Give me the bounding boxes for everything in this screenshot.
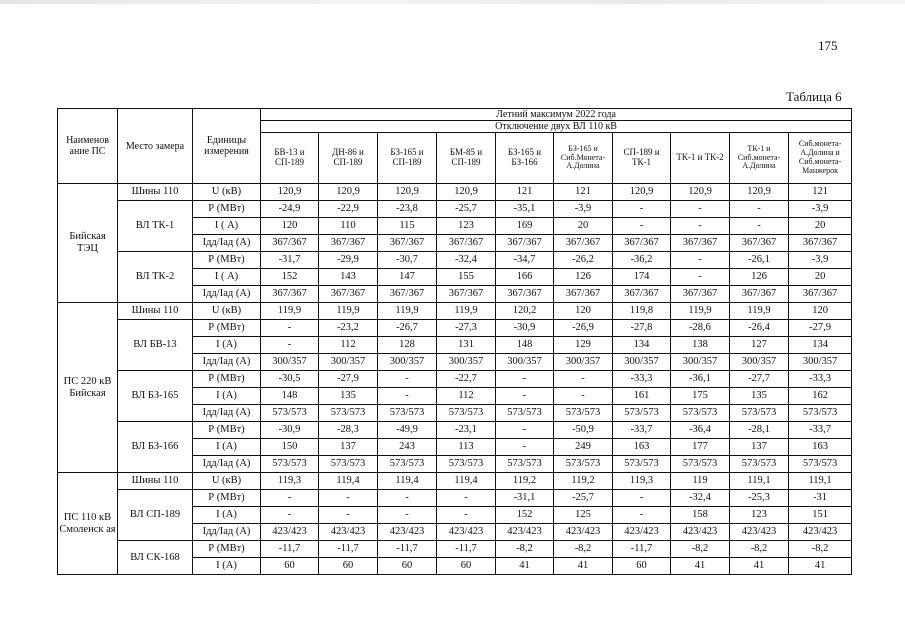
value-cell: 300/357	[613, 354, 671, 371]
page-number: 175	[818, 38, 838, 53]
value-cell: 60	[319, 558, 378, 575]
value-cell: 249	[554, 439, 613, 456]
value-cell: 41	[671, 558, 730, 575]
value-cell: 113	[437, 439, 496, 456]
value-cell: 143	[319, 269, 378, 286]
value-cell: 423/423	[319, 524, 378, 541]
table-row	[58, 320, 852, 337]
value-cell: -28,3	[319, 422, 378, 439]
value-cell: -	[378, 490, 437, 507]
value-cell: 300/357	[496, 354, 554, 371]
header-place: Место замера	[118, 109, 193, 184]
unit-cell: U (кВ)	[193, 473, 261, 490]
value-cell: 60	[261, 558, 319, 575]
measurement-place-cell: Шины 110	[118, 184, 193, 201]
station-name-cell: ПС 220 кВ Бийская	[58, 303, 118, 473]
value-cell: 573/573	[496, 405, 554, 422]
value-cell: -	[671, 201, 730, 218]
value-cell: 120,9	[671, 184, 730, 201]
value-cell: 573/573	[730, 405, 789, 422]
value-cell: 367/367	[730, 286, 789, 303]
value-cell: 158	[671, 507, 730, 524]
value-cell: 573/573	[613, 405, 671, 422]
value-cell: 152	[261, 269, 319, 286]
value-cell: -11,7	[378, 541, 437, 558]
value-cell: 131	[437, 337, 496, 354]
value-cell: 121	[496, 184, 554, 201]
measurement-place-cell: ВЛ ТК-2	[118, 252, 193, 303]
unit-cell: Iдд/Iад (А)	[193, 235, 261, 252]
value-cell: 367/367	[319, 286, 378, 303]
unit-cell: I (А)	[193, 507, 261, 524]
value-cell: -8,2	[554, 541, 613, 558]
value-cell: 119,9	[261, 303, 319, 320]
header-line: ТК-1 и ТК-2	[671, 133, 730, 184]
value-cell: 367/367	[789, 235, 852, 252]
unit-cell: Р (МВт)	[193, 422, 261, 439]
value-cell: 123	[437, 218, 496, 235]
unit-cell: Р (МВт)	[193, 541, 261, 558]
value-cell: -26,7	[378, 320, 437, 337]
value-cell: 119,1	[789, 473, 852, 490]
value-cell: -27,3	[437, 320, 496, 337]
value-cell: -11,7	[613, 541, 671, 558]
value-cell: 119,2	[554, 473, 613, 490]
unit-cell: Iдд/Iад (А)	[193, 456, 261, 473]
value-cell: 300/357	[437, 354, 496, 371]
value-cell: -27,7	[730, 371, 789, 388]
value-cell: -31	[789, 490, 852, 507]
value-cell: 119,2	[496, 473, 554, 490]
value-cell: -25,7	[554, 490, 613, 507]
value-cell: -8,2	[671, 541, 730, 558]
value-cell: 148	[261, 388, 319, 405]
value-cell: 367/367	[378, 235, 437, 252]
value-cell: 121	[554, 184, 613, 201]
value-cell: -	[613, 507, 671, 524]
value-cell: -	[496, 371, 554, 388]
value-cell: 573/573	[554, 456, 613, 473]
station-name-cell: Бийская ТЭЦ	[58, 184, 118, 303]
value-cell: -3,9	[789, 252, 852, 269]
value-cell: -	[613, 201, 671, 218]
value-cell: 120,9	[437, 184, 496, 201]
value-cell: 119,4	[319, 473, 378, 490]
value-cell: 120	[261, 218, 319, 235]
value-cell: 423/423	[613, 524, 671, 541]
value-cell: -8,2	[730, 541, 789, 558]
value-cell: 41	[730, 558, 789, 575]
unit-cell: Р (МВт)	[193, 320, 261, 337]
value-cell: -27,9	[319, 371, 378, 388]
value-cell: 367/367	[730, 235, 789, 252]
value-cell: 367/367	[437, 235, 496, 252]
value-cell: 150	[261, 439, 319, 456]
header-line: БЗ-165 и СП-189	[378, 133, 437, 184]
value-cell: -3,9	[789, 201, 852, 218]
value-cell: 125	[554, 507, 613, 524]
value-cell: -	[496, 439, 554, 456]
value-cell: 367/367	[554, 235, 613, 252]
value-cell: 119,9	[319, 303, 378, 320]
value-cell: 119	[671, 473, 730, 490]
value-cell: 423/423	[554, 524, 613, 541]
value-cell: 135	[730, 388, 789, 405]
table-caption: Таблица 6	[786, 89, 842, 104]
table-row	[58, 371, 852, 388]
unit-cell: Р (МВт)	[193, 371, 261, 388]
value-cell: -36,2	[613, 252, 671, 269]
value-cell: -28,1	[730, 422, 789, 439]
value-cell: 300/357	[378, 354, 437, 371]
value-cell: 573/573	[671, 456, 730, 473]
value-cell: 119,3	[613, 473, 671, 490]
value-cell: 573/573	[378, 405, 437, 422]
value-cell: 163	[613, 439, 671, 456]
value-cell: 573/573	[319, 456, 378, 473]
value-cell: 137	[319, 439, 378, 456]
value-cell: 169	[496, 218, 554, 235]
value-cell: 573/573	[261, 456, 319, 473]
header-scenario: Отключение двух ВЛ 110 кВ	[261, 121, 852, 133]
value-cell: 135	[319, 388, 378, 405]
measurement-place-cell: ВЛ БЗ-166	[118, 422, 193, 473]
value-cell: -	[261, 507, 319, 524]
value-cell: -	[261, 337, 319, 354]
value-cell: 120,9	[378, 184, 437, 201]
value-cell: 126	[730, 269, 789, 286]
value-cell: 147	[378, 269, 437, 286]
value-cell: -24,9	[261, 201, 319, 218]
unit-cell: Iдд/Iад (А)	[193, 286, 261, 303]
value-cell: -33,3	[789, 371, 852, 388]
value-cell: 60	[437, 558, 496, 575]
value-cell: 123	[730, 507, 789, 524]
value-cell: 367/367	[496, 286, 554, 303]
value-cell: 573/573	[437, 405, 496, 422]
value-cell: -22,9	[319, 201, 378, 218]
header-line: БЗ-165 и БЗ-166	[496, 133, 554, 184]
value-cell: 300/357	[730, 354, 789, 371]
unit-cell: I ( А)	[193, 218, 261, 235]
value-cell: -11,7	[437, 541, 496, 558]
value-cell: 367/367	[496, 235, 554, 252]
measurement-place-cell: ВЛ БЗ-165	[118, 371, 193, 422]
value-cell: 367/367	[437, 286, 496, 303]
value-cell: 367/367	[671, 235, 730, 252]
value-cell: 573/573	[613, 456, 671, 473]
value-cell: 573/573	[554, 405, 613, 422]
value-cell: -36,4	[671, 422, 730, 439]
value-cell: 119,9	[378, 303, 437, 320]
value-cell: 119,3	[261, 473, 319, 490]
value-cell: 128	[378, 337, 437, 354]
value-cell: 110	[319, 218, 378, 235]
value-cell: 134	[613, 337, 671, 354]
value-cell: 41	[496, 558, 554, 575]
value-cell: 120,9	[319, 184, 378, 201]
value-cell: -	[671, 269, 730, 286]
value-cell: 119,1	[730, 473, 789, 490]
value-cell: -30,9	[496, 320, 554, 337]
value-cell: -	[613, 490, 671, 507]
value-cell: -	[319, 490, 378, 507]
value-cell: 573/573	[378, 456, 437, 473]
unit-cell: Р (МВт)	[193, 252, 261, 269]
table-row	[58, 422, 852, 439]
value-cell: 423/423	[378, 524, 437, 541]
value-cell: -11,7	[319, 541, 378, 558]
value-cell: 60	[613, 558, 671, 575]
value-cell: -	[319, 507, 378, 524]
table-body	[58, 184, 852, 575]
value-cell: 367/367	[554, 286, 613, 303]
value-cell: -3,9	[554, 201, 613, 218]
unit-cell: Р (МВт)	[193, 490, 261, 507]
value-cell: 119,8	[613, 303, 671, 320]
value-cell: 119,4	[378, 473, 437, 490]
value-cell: -11,7	[261, 541, 319, 558]
value-cell: -23,1	[437, 422, 496, 439]
unit-cell: Iдд/Iад (А)	[193, 405, 261, 422]
value-cell: 300/357	[671, 354, 730, 371]
value-cell: 423/423	[730, 524, 789, 541]
value-cell: 162	[789, 388, 852, 405]
value-cell: -33,7	[613, 422, 671, 439]
value-cell: -33,7	[789, 422, 852, 439]
value-cell: 367/367	[789, 286, 852, 303]
value-cell: 20	[789, 269, 852, 286]
value-cell: -	[671, 252, 730, 269]
unit-cell: I (А)	[193, 558, 261, 575]
value-cell: 573/573	[496, 456, 554, 473]
value-cell: -49,9	[378, 422, 437, 439]
value-cell: -34,7	[496, 252, 554, 269]
value-cell: 120	[789, 303, 852, 320]
value-cell: -	[496, 388, 554, 405]
header-period: Летний максимум 2022 года	[261, 109, 852, 121]
value-cell: -	[730, 201, 789, 218]
header-line: ТК-1 и Сиб.монета-А.Долина	[730, 133, 789, 184]
value-cell: -32,4	[671, 490, 730, 507]
unit-cell: Iдд/Iад (А)	[193, 354, 261, 371]
header-station: Наименов ание ПС	[58, 109, 118, 184]
value-cell: 423/423	[789, 524, 852, 541]
value-cell: 120,2	[496, 303, 554, 320]
value-cell: 423/423	[496, 524, 554, 541]
value-cell: -	[378, 371, 437, 388]
value-cell: 166	[496, 269, 554, 286]
value-cell: -23,8	[378, 201, 437, 218]
value-cell: -	[730, 218, 789, 235]
value-cell: 152	[496, 507, 554, 524]
table-row	[58, 303, 852, 320]
value-cell: -8,2	[496, 541, 554, 558]
value-cell: 573/573	[671, 405, 730, 422]
value-cell: 300/357	[319, 354, 378, 371]
table-row	[58, 252, 852, 269]
measurement-place-cell: Шины 110	[118, 303, 193, 320]
value-cell: 119,9	[671, 303, 730, 320]
value-cell: 423/423	[437, 524, 496, 541]
value-cell: 41	[789, 558, 852, 575]
value-cell: 300/357	[261, 354, 319, 371]
table-row	[58, 201, 852, 218]
value-cell: -30,7	[378, 252, 437, 269]
value-cell: -	[378, 388, 437, 405]
table-row	[58, 541, 852, 558]
value-cell: -8,2	[789, 541, 852, 558]
header-line: БМ-85 и СП-189	[437, 133, 496, 184]
value-cell: -36,1	[671, 371, 730, 388]
measurement-place-cell: ВЛ СП-189	[118, 490, 193, 541]
value-cell: -	[554, 371, 613, 388]
header-units: Единицы измерения	[193, 109, 261, 184]
value-cell: 119,9	[437, 303, 496, 320]
value-cell: 148	[496, 337, 554, 354]
unit-cell: U (кВ)	[193, 184, 261, 201]
value-cell: -27,8	[613, 320, 671, 337]
value-cell: 367/367	[319, 235, 378, 252]
table-header	[58, 109, 852, 184]
value-cell: 129	[554, 337, 613, 354]
value-cell: -	[261, 320, 319, 337]
value-cell: -26,2	[554, 252, 613, 269]
value-cell: 573/573	[437, 456, 496, 473]
value-cell: 20	[789, 218, 852, 235]
value-cell: 126	[554, 269, 613, 286]
value-cell: -	[437, 490, 496, 507]
value-cell: 300/357	[554, 354, 613, 371]
station-name-cell: ПС 110 кВ Смоленск ая	[58, 473, 118, 575]
table-row	[58, 473, 852, 490]
value-cell: 120,9	[613, 184, 671, 201]
value-cell: 121	[789, 184, 852, 201]
value-cell: -	[496, 422, 554, 439]
value-cell: 112	[319, 337, 378, 354]
value-cell: 300/357	[789, 354, 852, 371]
value-cell: 367/367	[613, 286, 671, 303]
measurement-place-cell: Шины 110	[118, 473, 193, 490]
value-cell: 573/573	[319, 405, 378, 422]
header-line: СП-189 и ТК-1	[613, 133, 671, 184]
measurement-place-cell: ВЛ БВ-13	[118, 320, 193, 371]
value-cell: 174	[613, 269, 671, 286]
value-cell: 41	[554, 558, 613, 575]
value-cell: -25,7	[437, 201, 496, 218]
unit-cell: I (А)	[193, 388, 261, 405]
value-cell: 163	[789, 439, 852, 456]
value-cell: 115	[378, 218, 437, 235]
value-cell: 177	[671, 439, 730, 456]
value-cell: 20	[554, 218, 613, 235]
value-cell: 175	[671, 388, 730, 405]
value-cell: -30,9	[261, 422, 319, 439]
value-cell: -	[261, 490, 319, 507]
value-cell: 120,9	[261, 184, 319, 201]
value-cell: 60	[378, 558, 437, 575]
header-line: БЗ-165 и Сиб.Монета-А.Долина	[554, 133, 613, 184]
value-cell: -25,3	[730, 490, 789, 507]
value-cell: -26,4	[730, 320, 789, 337]
value-cell: 367/367	[378, 286, 437, 303]
value-cell: -30,5	[261, 371, 319, 388]
unit-cell: I ( А)	[193, 269, 261, 286]
value-cell: -29,9	[319, 252, 378, 269]
value-cell: -	[554, 388, 613, 405]
value-cell: 367/367	[261, 235, 319, 252]
value-cell: 367/367	[261, 286, 319, 303]
measurement-table	[57, 108, 852, 575]
value-cell: 367/367	[613, 235, 671, 252]
unit-cell: Р (МВт)	[193, 201, 261, 218]
scan-edge-shadow	[0, 0, 905, 4]
table-row	[58, 490, 852, 507]
unit-cell: Iдд/Iад (А)	[193, 524, 261, 541]
unit-cell: I (А)	[193, 439, 261, 456]
header-line: БВ-13 и СП-189	[261, 133, 319, 184]
value-cell: 573/573	[261, 405, 319, 422]
value-cell: -32,4	[437, 252, 496, 269]
value-cell: 423/423	[261, 524, 319, 541]
value-cell: -33,3	[613, 371, 671, 388]
unit-cell: I (А)	[193, 337, 261, 354]
value-cell: 120	[554, 303, 613, 320]
value-cell: 134	[789, 337, 852, 354]
value-cell: -	[613, 218, 671, 235]
value-cell: -28,6	[671, 320, 730, 337]
value-cell: -50,9	[554, 422, 613, 439]
value-cell: 423/423	[671, 524, 730, 541]
header-line: Сиб.монета-А.Долина и Сиб.монета-Манжерок	[789, 133, 852, 184]
value-cell: 127	[730, 337, 789, 354]
value-cell: -	[378, 507, 437, 524]
value-cell: 138	[671, 337, 730, 354]
value-cell: 112	[437, 388, 496, 405]
measurement-place-cell: ВЛ ТК-1	[118, 201, 193, 252]
value-cell: -31,1	[496, 490, 554, 507]
value-cell: -23,2	[319, 320, 378, 337]
value-cell: 119,9	[730, 303, 789, 320]
value-cell: 161	[613, 388, 671, 405]
value-cell: 120,9	[730, 184, 789, 201]
value-cell: -31,7	[261, 252, 319, 269]
value-cell: 243	[378, 439, 437, 456]
value-cell: 573/573	[789, 405, 852, 422]
value-cell: -27,9	[789, 320, 852, 337]
header-line: ДН-86 и СП-189	[319, 133, 378, 184]
value-cell: 137	[730, 439, 789, 456]
table-row	[58, 184, 852, 201]
value-cell: 367/367	[671, 286, 730, 303]
value-cell: 155	[437, 269, 496, 286]
value-cell: 573/573	[789, 456, 852, 473]
value-cell: 151	[789, 507, 852, 524]
unit-cell: U (кВ)	[193, 303, 261, 320]
value-cell: -	[437, 507, 496, 524]
measurement-place-cell: ВЛ СК-168	[118, 541, 193, 575]
value-cell: -35,1	[496, 201, 554, 218]
value-cell: -22,7	[437, 371, 496, 388]
value-cell: -26,9	[554, 320, 613, 337]
value-cell: 573/573	[730, 456, 789, 473]
value-cell: 119,4	[437, 473, 496, 490]
value-cell: -26,1	[730, 252, 789, 269]
value-cell: -	[671, 218, 730, 235]
